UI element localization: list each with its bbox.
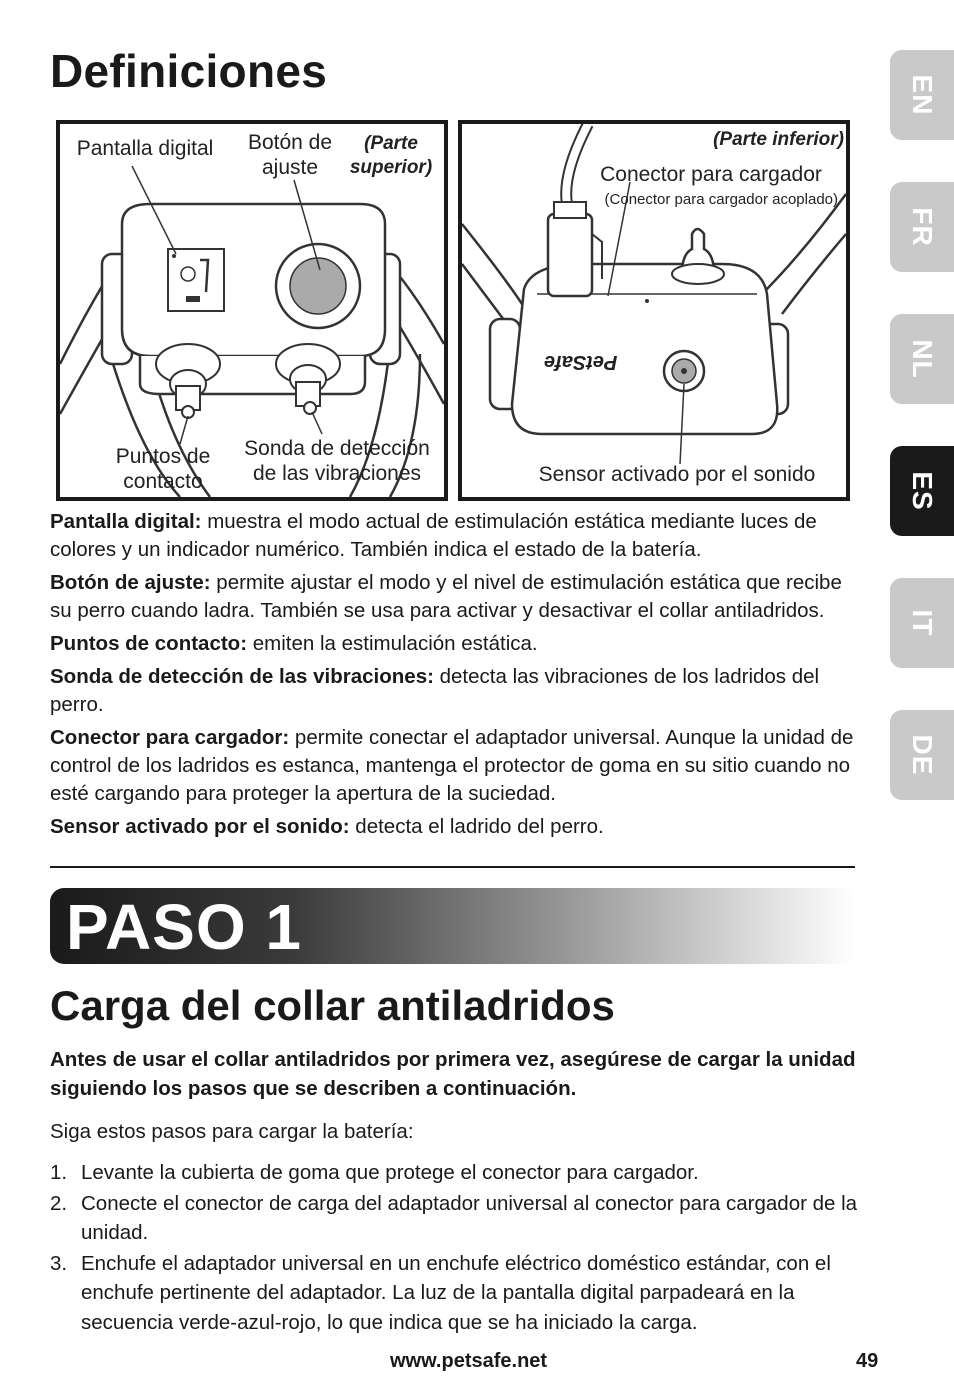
label-parte-superior: (Parte superior) <box>349 133 433 178</box>
step-banner <box>50 888 855 964</box>
figure-bottom-view <box>458 120 850 501</box>
figure-top-view <box>56 120 448 501</box>
label-parte-inferior: (Parte inferior) <box>713 129 844 150</box>
label-puntos-contacto: Puntos de contacto <box>115 445 211 493</box>
section-divider <box>50 866 855 868</box>
tab-language-en[interactable]: EN <box>890 50 954 140</box>
label-sonda-vibraciones: Sonda de detección de las vibraciones <box>244 437 430 485</box>
footer-url: www.petsafe.net <box>390 1350 548 1372</box>
logo-petsafe: PetSafe <box>544 351 618 373</box>
definition-item: Sensor activado por el sonido: detecta el ladrido del perro. <box>50 815 604 838</box>
list-item: 2. Conecte el conector de carga del adaptador universal al conector para cargador de la unidad. <box>50 1191 858 1244</box>
steps-intro: Siga estos pasos para cargar la batería: <box>50 1120 414 1143</box>
list-item: 3. Enchufe el adaptador universal en un enchufe eléctrico doméstico estándar, con el enchufe pertinente del adaptador. La luz de la pantalla digital parpadeará en la secuencia verde-azul-rojo, lo que indica que se ha iniciado la carga. <box>50 1251 831 1334</box>
label-conector-cargador: Conector para cargador <box>600 163 822 186</box>
step-banner-text: PASO 1 <box>66 891 302 963</box>
definition-item: Conector para cargador: permite conectar el adaptador universal. Aunque la unidad de control de los ladridos es estanca, mantenga el protector de goma en su sitio cuando no esté cargando para proteger la apertura de la suciedad. <box>50 726 854 805</box>
intro-bold-text: Antes de usar el collar antiladridos por primera vez, asegúrese de cargar la unidad siguiendo los pasos que se describen a continuación. <box>50 1048 856 1100</box>
definition-item: Sonda de detección de las vibraciones: detecta las vibraciones de los ladridos del perro. <box>50 665 820 716</box>
page-heading: Definiciones <box>50 45 328 97</box>
list-item: 1. Levante la cubierta de goma que protege el conector para cargador. <box>50 1161 699 1184</box>
tab-language-es[interactable]: ES <box>890 446 954 536</box>
definition-item: Pantalla digital: muestra el modo actual de estimulación estática mediante luces de colores y un indicador numérico. También indica el estado de la batería. <box>50 510 817 561</box>
steps-list <box>50 1158 860 1338</box>
definition-item: Botón de ajuste: permite ajustar el modo y el nivel de estimulación estática que recibe su perro cuando ladra. También se usa para activar y desactivar el collar antiladridos. <box>50 571 842 622</box>
definition-item: Puntos de contacto: emiten la estimulación estática. <box>50 632 538 655</box>
page-number: 49 <box>856 1350 879 1372</box>
tab-language-de[interactable]: DE <box>890 710 954 800</box>
label-boton-ajuste: Botón de ajuste <box>247 131 333 179</box>
tab-language-it[interactable]: IT <box>890 578 954 668</box>
label-conector-acoplado: (Conector para cargador acoplado) <box>604 191 838 208</box>
definitions-list <box>50 508 860 846</box>
tab-language-fr[interactable]: FR <box>890 182 954 272</box>
tab-language-nl[interactable]: NL <box>890 314 954 404</box>
label-sensor-sonido: Sensor activado por el sonido <box>538 463 816 486</box>
label-pantalla-digital: Pantalla digital <box>76 137 214 160</box>
section-title: Carga del collar antiladridos <box>50 982 615 1029</box>
